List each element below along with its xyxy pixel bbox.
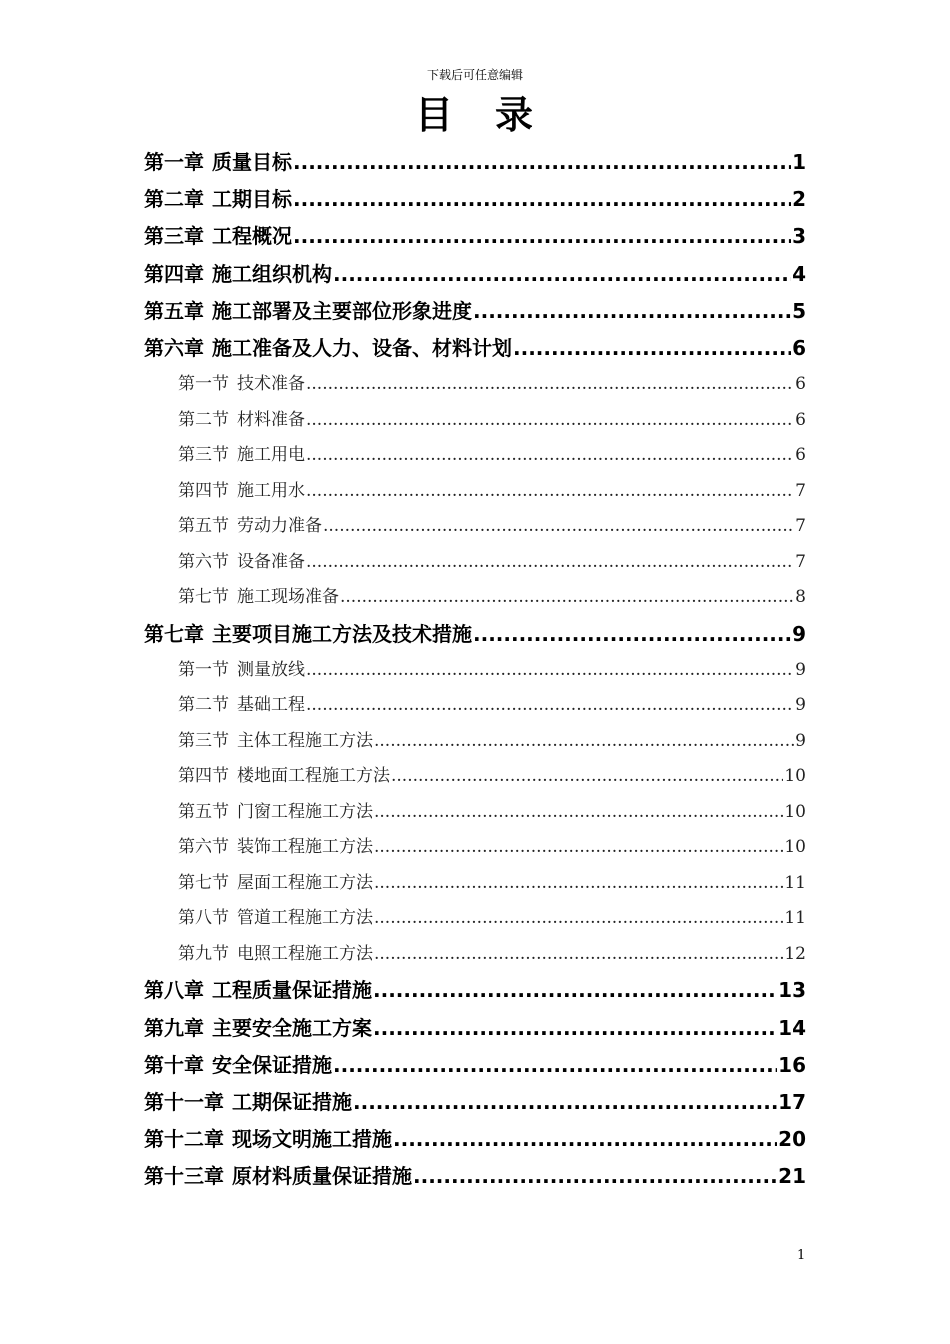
toc-page-number: 13 xyxy=(778,978,806,1003)
toc-entry-number: 第九章 xyxy=(144,1015,204,1040)
toc-entry-number: 第五章 xyxy=(144,298,204,323)
toc-entry-number: 第三章 xyxy=(144,224,204,249)
toc-page-number: 6 xyxy=(795,409,806,430)
toc-entry-number: 第五节 xyxy=(178,516,229,537)
toc-dot-leader xyxy=(373,1016,777,1040)
toc-page-number: 14 xyxy=(778,1015,806,1040)
toc-entry-title: 主要项目施工方法及技术措施 xyxy=(212,621,472,646)
toc-chapter-entry[interactable] xyxy=(144,146,806,183)
toc-page-number: 10 xyxy=(784,766,806,787)
toc-entry-number: 第二节 xyxy=(178,409,229,430)
toc-dot-leader xyxy=(373,978,777,1002)
toc-section-entry[interactable] xyxy=(144,903,806,939)
toc-entry-number: 第八节 xyxy=(178,908,229,929)
toc-page-number: 1 xyxy=(792,150,806,174)
toc-page-number: 6 xyxy=(792,335,806,360)
toc-entry-title: 设备准备 xyxy=(237,551,305,572)
toc-section-entry[interactable] xyxy=(144,440,806,476)
toc-entry-title: 施工组织机构 xyxy=(212,261,332,286)
toc-entry-title: 施工用水 xyxy=(237,480,305,501)
toc-entry-number: 第三节 xyxy=(178,445,229,466)
toc-entry-number: 第八章 xyxy=(144,978,204,1003)
toc-page-number: 20 xyxy=(778,1127,806,1152)
toc-page-number: 7 xyxy=(795,516,806,537)
toc-page-number: 7 xyxy=(795,551,806,572)
toc-entry-title: 门窗工程施工方法 xyxy=(237,801,373,822)
toc-section-entry[interactable] xyxy=(144,868,806,904)
toc-section-entry[interactable] xyxy=(144,405,806,441)
toc-page-number: 8 xyxy=(795,587,806,608)
toc-dot-leader xyxy=(333,262,791,286)
toc-entry-title: 电照工程施工方法 xyxy=(237,943,373,964)
toc-page-number: 2 xyxy=(792,187,806,212)
toc-chapter-entry[interactable] xyxy=(144,1012,806,1049)
toc-section-entry[interactable] xyxy=(144,690,806,726)
toc-chapter-entry[interactable] xyxy=(144,183,806,220)
toc-entry-number: 第四章 xyxy=(144,261,204,286)
toc-chapter-entry[interactable] xyxy=(144,332,806,369)
toc-entry-title: 工程概况 xyxy=(212,224,292,249)
toc-dot-leader xyxy=(323,516,794,536)
toc-page-number: 17 xyxy=(778,1089,806,1114)
toc-entry-title: 现场文明施工措施 xyxy=(232,1127,392,1152)
toc-chapter-entry[interactable] xyxy=(144,1049,806,1086)
toc-dot-leader xyxy=(473,622,791,646)
toc-chapter-entry[interactable] xyxy=(144,1123,806,1160)
toc-entry-title: 劳动力准备 xyxy=(237,516,322,537)
toc-entry-number: 第十二章 xyxy=(144,1127,224,1152)
toc-entry-number: 第七节 xyxy=(178,587,229,608)
toc-dot-leader xyxy=(374,837,783,857)
toc-entry-title: 施工现场准备 xyxy=(237,587,339,608)
toc-section-entry[interactable] xyxy=(144,832,806,868)
toc-dot-leader xyxy=(333,1053,777,1077)
toc-entry-number: 第一节 xyxy=(178,659,229,680)
toc-dot-leader xyxy=(306,481,794,501)
toc-page-number: 11 xyxy=(784,908,806,929)
toc-chapter-entry[interactable] xyxy=(144,618,806,655)
toc-entry-title: 施工部署及主要部位形象进度 xyxy=(212,298,472,323)
toc-entry-title: 装饰工程施工方法 xyxy=(237,837,373,858)
toc-section-entry[interactable] xyxy=(144,582,806,618)
table-of-contents xyxy=(144,146,806,1197)
toc-dot-leader xyxy=(413,1164,777,1188)
toc-entry-number: 第六节 xyxy=(178,551,229,572)
toc-entry-number: 第十一章 xyxy=(144,1089,224,1114)
toc-dot-leader xyxy=(473,299,791,323)
toc-section-entry[interactable] xyxy=(144,797,806,833)
toc-entry-number: 第十三章 xyxy=(144,1164,224,1189)
toc-entry-title: 基础工程 xyxy=(237,695,305,716)
toc-chapter-entry[interactable] xyxy=(144,295,806,332)
toc-chapter-entry[interactable] xyxy=(144,1086,806,1123)
toc-page-number: 4 xyxy=(792,261,806,286)
toc-dot-leader xyxy=(306,445,794,465)
toc-section-entry[interactable] xyxy=(144,369,806,405)
toc-entry-title: 施工用电 xyxy=(237,445,305,466)
toc-dot-leader xyxy=(374,802,783,822)
toc-dot-leader xyxy=(340,587,794,607)
toc-entry-title: 原材料质量保证措施 xyxy=(232,1164,412,1189)
toc-page-number: 16 xyxy=(778,1052,806,1077)
toc-section-entry[interactable] xyxy=(144,726,806,762)
toc-dot-leader xyxy=(374,873,783,893)
toc-dot-leader xyxy=(374,731,794,751)
toc-entry-number: 第二节 xyxy=(178,695,229,716)
toc-dot-leader xyxy=(306,410,794,430)
toc-dot-leader xyxy=(374,944,783,964)
toc-entry-title: 工程质量保证措施 xyxy=(212,978,372,1003)
toc-entry-number: 第一章 xyxy=(144,150,204,174)
toc-section-entry[interactable] xyxy=(144,939,806,975)
toc-page-number: 3 xyxy=(792,224,806,249)
toc-dot-leader xyxy=(374,908,783,928)
toc-entry-title: 施工准备及人力、设备、材料计划 xyxy=(212,335,512,360)
toc-entry-number: 第九节 xyxy=(178,943,229,964)
toc-dot-leader xyxy=(306,374,794,394)
toc-entry-title: 工期目标 xyxy=(212,187,292,212)
header-note: 下载后可任意编辑 xyxy=(426,68,523,82)
toc-section-entry[interactable] xyxy=(144,761,806,797)
toc-dot-leader xyxy=(306,660,794,680)
toc-dot-leader xyxy=(391,766,783,786)
toc-section-entry[interactable] xyxy=(144,476,806,512)
toc-dot-leader xyxy=(306,552,794,572)
toc-entry-title: 屋面工程施工方法 xyxy=(237,872,373,893)
toc-entry-title: 主体工程施工方法 xyxy=(237,730,373,751)
toc-entry-title: 质量目标 xyxy=(212,150,292,174)
toc-dot-leader xyxy=(293,224,791,248)
toc-chapter-entry[interactable] xyxy=(144,974,806,1011)
toc-page-number: 9 xyxy=(795,659,806,680)
page-number: 1 xyxy=(797,1248,806,1263)
toc-section-entry[interactable] xyxy=(144,511,806,547)
toc-entry-title: 楼地面工程施工方法 xyxy=(237,766,390,787)
toc-page-number: 9 xyxy=(795,730,806,751)
toc-entry-number: 第七章 xyxy=(144,621,204,646)
toc-entry-number: 第一节 xyxy=(178,374,229,395)
toc-page-number: 5 xyxy=(792,298,806,323)
toc-entry-number: 第七节 xyxy=(178,872,229,893)
toc-page-number: 6 xyxy=(795,445,806,466)
toc-page-number: 10 xyxy=(784,801,806,822)
toc-entry-number: 第三节 xyxy=(178,730,229,751)
toc-entry-title: 材料准备 xyxy=(237,409,305,430)
toc-dot-leader xyxy=(513,336,791,360)
toc-entry-number: 第五节 xyxy=(178,801,229,822)
toc-entry-title: 工期保证措施 xyxy=(232,1089,352,1114)
toc-entry-title: 主要安全施工方案 xyxy=(212,1015,372,1040)
toc-chapter-entry[interactable] xyxy=(144,1160,806,1197)
toc-dot-leader xyxy=(393,1127,777,1151)
toc-dot-leader xyxy=(293,150,791,174)
toc-entry-number: 第二章 xyxy=(144,187,204,212)
toc-chapter-entry[interactable] xyxy=(144,220,806,257)
toc-section-entry[interactable] xyxy=(144,655,806,691)
toc-page-number: 7 xyxy=(795,480,806,501)
toc-entry-number: 第十章 xyxy=(144,1052,204,1077)
toc-dot-leader xyxy=(353,1090,777,1114)
toc-entry-title: 管道工程施工方法 xyxy=(237,908,373,929)
toc-page-number: 9 xyxy=(795,695,806,716)
toc-page-number: 9 xyxy=(792,621,806,646)
toc-page-number: 11 xyxy=(784,872,806,893)
toc-page-number: 6 xyxy=(795,374,806,395)
toc-entry-number: 第六章 xyxy=(144,335,204,360)
page-title: 目 录 xyxy=(414,93,535,137)
toc-entry-title: 测量放线 xyxy=(237,659,305,680)
toc-page-number: 12 xyxy=(784,943,806,964)
toc-dot-leader xyxy=(293,187,791,211)
toc-entry-title: 安全保证措施 xyxy=(212,1052,332,1077)
toc-entry-title: 技术准备 xyxy=(237,374,305,395)
toc-dot-leader xyxy=(306,695,794,715)
toc-page-number: 10 xyxy=(784,837,806,858)
toc-section-entry[interactable] xyxy=(144,547,806,583)
toc-entry-number: 第六节 xyxy=(178,837,229,858)
toc-entry-number: 第四节 xyxy=(178,480,229,501)
toc-page-number: 21 xyxy=(778,1164,806,1189)
toc-entry-number: 第四节 xyxy=(178,766,229,787)
toc-chapter-entry[interactable] xyxy=(144,258,806,295)
